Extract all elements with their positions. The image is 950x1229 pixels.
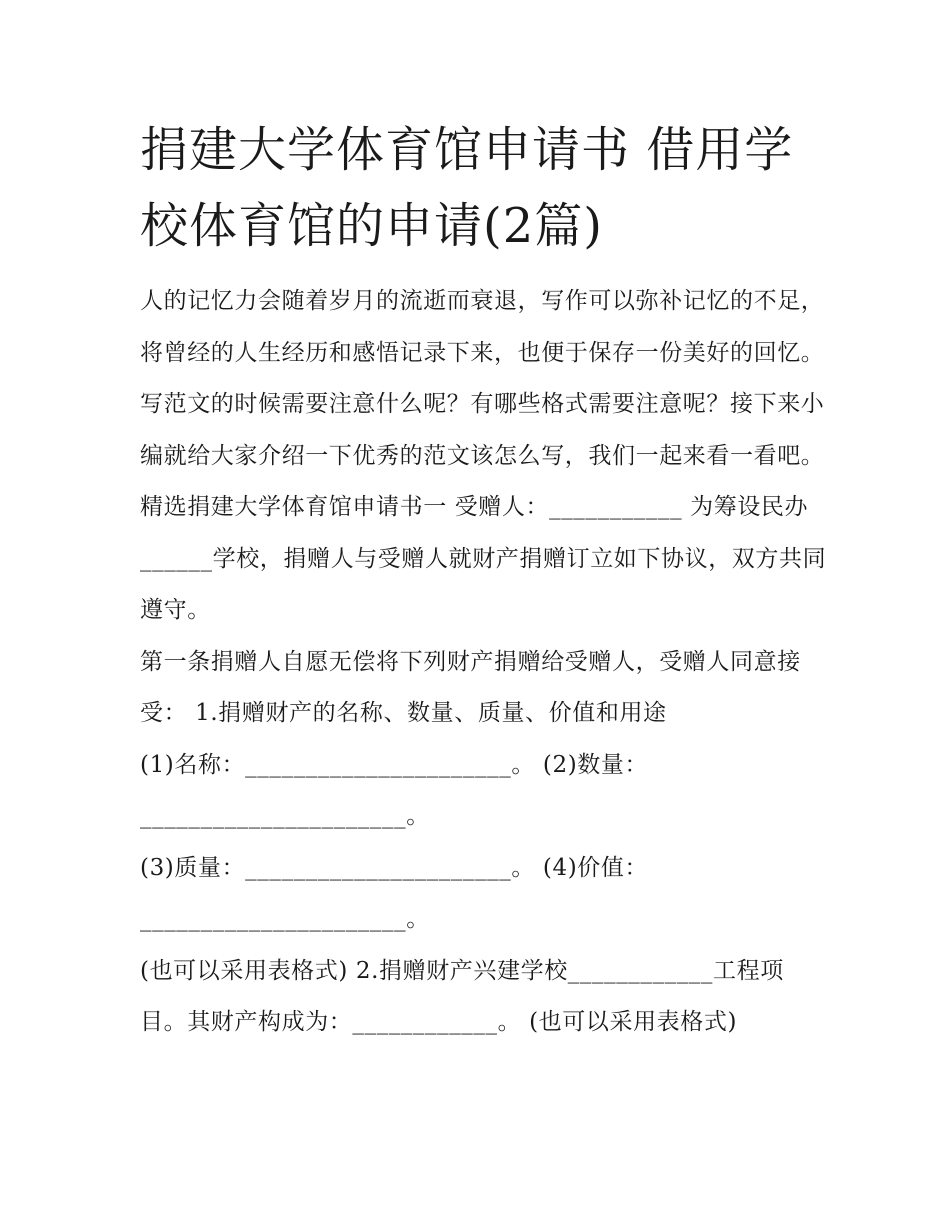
document-body [140, 276, 830, 1049]
recipient-paragraph: 精选捐建大学体育馆申请书一 受赠人：___________ 为筹设民办______学校，捐赠人与受赠人就财产捐赠订立如下协议，双方共同遵守。 [140, 494, 827, 623]
intro-paragraph: 人的记忆力会随着岁月的流逝而衰退，写作可以弥补记忆的不足，将曾经的人生经历和感悟记录下来，也便于保存一份美好的回忆。写范文的时候需要注意什么呢？有哪些格式需要注意呢？接下来小编就给大家介绍一下优秀的范文该怎么写，我们一起来看一看吧。 [140, 288, 825, 469]
quality-value-paragraph: (3)质量：______________________。 (4)价值：______________________。 [140, 854, 649, 932]
project-paragraph: (也可以采用表格式) 2.捐赠财产兴建学校____________工程项目。其财产构成为：____________。 (也可以采用表格式) [140, 957, 784, 1035]
article-one-paragraph: 第一条捐赠人自愿无偿将下列财产捐赠给受赠人，受赠人同意接受： 1.捐赠财产的名称、数量、质量、价值和用途 [140, 648, 801, 726]
name-quantity-paragraph: (1)名称：______________________。 (2)数量：______________________。 [140, 751, 649, 829]
document-title: 捐建大学体育馆申请书 借用学校体育馆的申请(2篇) [140, 122, 794, 254]
